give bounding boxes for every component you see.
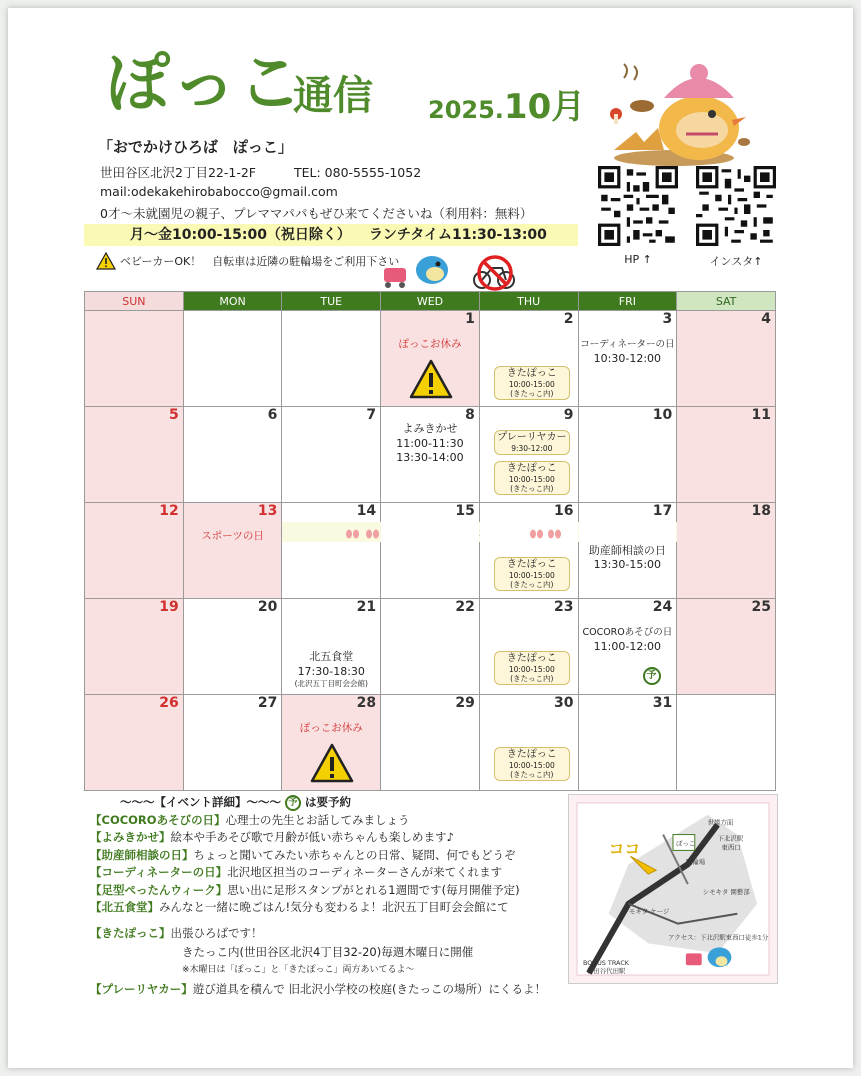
fire-icon [614,128,664,150]
detail-item [90,864,560,882]
kitabocco-place: (きたっこ内) [510,674,554,683]
midwife-time: 13:30-15:00 [593,558,662,571]
details-header-suffix: は要予約 [305,795,352,809]
address-line [100,163,421,181]
sports-day-label: スポーツの日 [201,530,264,542]
org-name: 「おでかけひろば ぽっこ」 [98,138,293,156]
map-shimokita-cage: シモキタ ケージ [622,907,670,916]
stroller-notice [96,252,399,270]
day-number: 31 [652,695,673,711]
hp-qr-label: HP ↑ [624,253,652,266]
detail-tag: 【コーディネーターの日】 [90,865,228,879]
calendar-cell [677,599,776,695]
instagram-qr-code[interactable] [696,166,776,246]
day-number: 29 [455,695,475,711]
calendar-cell [479,695,578,791]
calendar-cell [183,407,282,503]
detail-tag: 【北五食堂】 [90,900,159,914]
coordinator-event: コーディネーターの日 [580,339,675,350]
title-month: 10月 [503,87,586,127]
day-number: 7 [366,407,377,423]
detail-tag: 【プレーリヤカー】 [90,982,193,996]
day-number: 12 [159,503,179,519]
day-number: 23 [554,599,574,615]
detail-tag: 【助産師相談の日】 [90,847,194,862]
footprint-icon [546,525,562,539]
reservation-required-icon: 予 [285,795,301,811]
title-year: 2025. [428,96,504,124]
map-setagaya-station: 世田谷代田駅 [586,967,626,976]
day-number: 5 [168,407,179,423]
map-station-north: 世帯方面 [707,818,734,827]
reading-time-2: 13:30-14:00 [396,451,464,464]
day-number: 3 [662,311,673,327]
insta-qr-label: インスタ↑ [709,255,763,268]
kitabocco-box [494,366,570,400]
calendar-cell [578,407,677,503]
kitabocco-box [494,651,570,685]
detail-item [90,899,560,917]
day-header-tue: TUE [282,292,381,311]
calendar-cell [381,503,480,599]
calendar-cell [677,503,776,599]
phone: TEL: 080-5555-1052 [293,165,422,180]
calendar-cell [578,695,677,791]
steam-icon [624,64,637,80]
day-number: 1 [465,311,475,327]
footprint-icon [528,525,544,539]
calendar-cell [479,407,578,503]
calendar-cell [381,695,480,791]
calendar-cell-empty [677,695,776,791]
reservation-required-icon: 予 [643,667,661,685]
detail-item [90,882,560,900]
access-map [568,794,778,984]
email: mail:odekakehirobabocco@gmail.com [100,184,338,199]
detail-item [90,925,560,943]
calendar-week [85,599,776,695]
warning-icon [310,743,354,783]
coordinator-time: 10:30-12:00 [593,352,662,365]
title-date [428,87,586,127]
stroller-bird-icon [380,250,452,292]
calendar-cell [479,503,578,599]
play-car-name: プレーリヤカー [497,432,567,443]
map-bocco-label: ぽっこ [675,839,696,848]
play-car-time: 9:30-12:00 [511,444,553,453]
day-number: 8 [465,407,475,423]
weekday-header-row [85,292,776,311]
chestnut-icon [630,100,654,112]
calendar-cell [381,311,480,407]
event-details [90,794,560,999]
day-number: 10 [652,407,673,423]
day-number: 17 [652,503,673,519]
day-header-sun: SUN [85,292,184,311]
target-audience: 0才～未就園児の親子、プレママパパもぜひ来てくださいね（利用料：無料） [100,206,533,221]
calendar-cell [183,503,282,599]
calendar-cell-empty [183,311,282,407]
kitago-place: (北沢五丁目町会会館) [294,679,368,688]
kitago-event: 北五食堂 [309,650,354,663]
detail-tag: 【きたぽっこ】 [90,925,171,940]
calendar-cell [677,407,776,503]
detail-text: 心理士の先生とお話してみましょう [225,812,410,827]
day-number: 16 [554,503,574,519]
day-number: 26 [159,695,179,711]
kitabocco-name: きたぽっこ [506,749,557,760]
calendar-cell [381,407,480,503]
calendar-cell [282,599,381,695]
day-number: 4 [761,311,771,327]
detail-text: 絵本や手あそび歌で月齢が低い赤ちゃんも楽しめます♪ [170,830,454,844]
detail-text: ちょっと聞いてみたい赤ちゃんとの日常、疑問、何でもどうぞ [193,847,516,862]
detail-item [90,829,560,847]
detail-tag: 【COCOROあそびの日】 [90,812,226,827]
warning-icon [96,252,116,270]
day-number: 20 [257,599,278,615]
day-number: 13 [257,503,278,519]
calendar-cell [479,311,578,407]
day-number: 15 [455,503,475,519]
calendar-cell [677,311,776,407]
details-header-text: ～～～【イベント詳細】～～～ [120,795,281,809]
hp-qr-code[interactable] [598,166,678,246]
calendar-cell [381,599,480,695]
calendar-cell [282,503,381,599]
closed-label: ぽっこお休み [299,722,363,734]
reading-event: よみきかせ [402,422,458,435]
calendar-cell [183,599,282,695]
calendar-cell-empty [85,311,184,407]
calendar-cell [578,599,677,695]
calendar-cell [85,407,184,503]
day-header-fri: FRI [578,292,677,311]
bird-mascot-illustration [594,58,754,168]
day-number: 25 [751,599,771,615]
title-bocco: ぽっこ [106,47,304,121]
kita-location: きたっこ内(世田谷区北沢4丁目32-20)毎週木曜日に開催 [182,945,474,959]
map-parking: 駐輪場 [685,858,706,867]
day-number: 2 [563,311,574,327]
kitabocco-place: (きたっこ内) [510,389,554,398]
detail-text: 北沢地区担当のコーディネーターさんが来てくれます [227,865,503,879]
notice-text: ベビーカーOK！ 自転車は近隣の駐輪場をご利用下さい [120,255,400,268]
details-header [120,794,560,812]
detail-tag: 【よみきかせ】 [90,830,171,844]
kitabocco-place: (きたっこ内) [510,770,554,779]
detail-text: みんなと一緒に晩ごはん!気分も変わるよ！北沢五丁目町会会館にて [159,900,509,914]
midwife-event: 助産師相談の日 [588,544,666,557]
day-header-sat: SAT [677,292,776,311]
calendar-week [85,503,776,599]
map-station-1-exit: 東西口 [721,843,741,852]
kitabocco-time: 10:00-15:00 [508,571,555,580]
day-number: 21 [356,599,377,615]
flyer-page [8,8,853,1068]
day-number: 11 [751,407,771,423]
kitabocco-time: 10:00-15:00 [508,761,555,770]
map-here-label: ココ [608,839,641,859]
kitabocco-time: 10:00-15:00 [508,665,555,674]
map-station-1: 下北沢駅 [717,834,744,843]
kitabocco-name: きたぽっこ [506,559,557,570]
calendar-cell [479,599,578,695]
detail-item [90,847,560,865]
reading-time-1: 11:00-11:30 [396,437,464,450]
kita-note: ※木曜日は「ぽっこ」と「きたぽっこ」両方あいてるよ～ [182,964,415,975]
kitago-time: 17:30-18:30 [297,665,365,678]
cocoro-time: 11:00-12:00 [593,640,662,653]
day-header-wed: WED [381,292,480,311]
calendar-cell [578,503,677,599]
closed-label: ぽっこお休み [398,338,462,350]
calendar-cell [578,311,677,407]
hours-text: 月～金10:00-15:00（祝日除く） [130,227,351,243]
kitabocco-name: きたぽっこ [506,653,557,664]
detail-text: 遊び道具を積んで 旧北沢小学校の校庭(きたっこの場所）にくるよ！ [192,982,546,996]
cocoro-event: COCOROあそびの日 [582,627,673,638]
calendar-cell [282,695,381,791]
play-car-box [494,430,570,455]
kitabocco-place: (きたっこ内) [510,484,554,493]
day-number: 28 [356,695,377,711]
calendar-week [85,695,776,791]
detail-text: 思い出に足形スタンプがとれる1週間です(毎月開催予定) [227,882,520,897]
day-number: 9 [563,407,574,423]
kitabocco-time: 10:00-15:00 [508,475,555,484]
day-number: 18 [751,503,771,519]
no-bicycle-icon [470,254,520,292]
day-header-mon: MON [183,292,282,311]
chestnut-icon [738,138,750,146]
title-tsushin: 通信 [293,73,373,119]
kitabocco-name: きたぽっこ [506,463,557,474]
calendar-cell-empty [282,311,381,407]
kitabocco-name: きたぽっこ [506,368,557,379]
lunch-time: ランチタイム11:30-13:00 [368,227,547,243]
footprint-icon [344,525,360,539]
day-number: 24 [652,599,673,615]
warning-icon [409,359,453,399]
opening-hours [84,224,578,246]
day-number: 19 [159,599,179,615]
october-calendar [84,291,776,791]
detail-item [90,812,560,830]
detail-text: 出張ひろばです！ [170,925,263,940]
day-number: 22 [455,599,475,615]
kitabocco-box [494,557,570,591]
kitabocco-box [494,747,570,781]
kitabocco-box [494,461,570,495]
day-number: 30 [554,695,574,711]
calendar-cell [85,503,184,599]
day-number: 6 [267,407,278,423]
calendar-week [85,311,776,407]
day-header-thu: THU [479,292,578,311]
address: 世田谷区北沢2丁目22-1-2F [100,165,256,180]
day-number: 27 [257,695,278,711]
map-access: アクセス：下北沢駅東西口徒歩1分 [668,933,769,942]
map-bonus-track: BONUS TRACK [582,959,630,968]
calendar-cell [85,599,184,695]
kitabocco-place: (きたっこ内) [510,580,554,589]
footprint-icon [364,525,380,539]
calendar-cell [183,695,282,791]
detail-item [90,981,560,999]
kitabocco-time: 10:00-15:00 [508,380,555,389]
calendar-cell [282,407,381,503]
day-number: 14 [356,503,377,519]
calendar-week [85,407,776,503]
calendar-cell [85,695,184,791]
map-shimokita-garden: シモキタ 園藝部 [702,887,750,896]
detail-tag: 【足型ぺったんウィーク】 [90,882,228,897]
